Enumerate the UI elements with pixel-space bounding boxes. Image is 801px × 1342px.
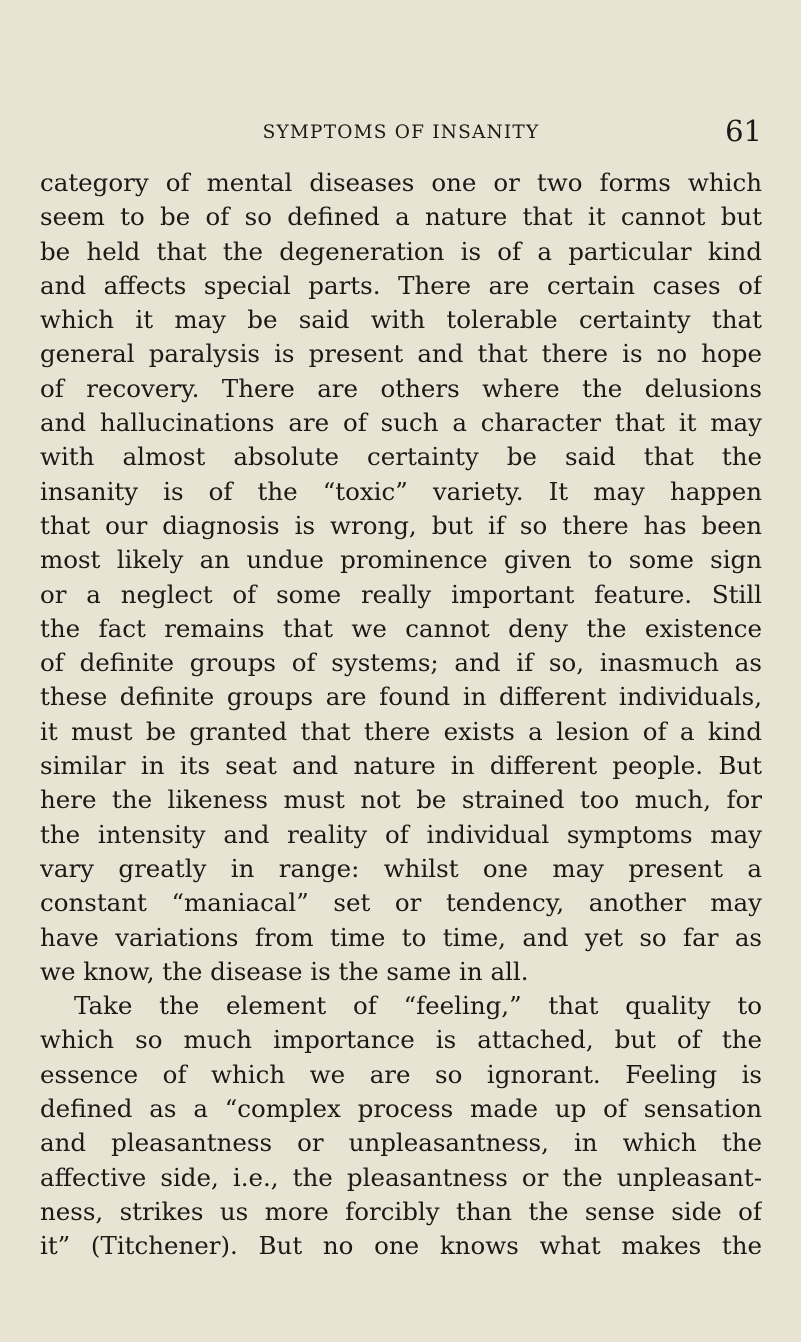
text-line: and pleasantness or unpleasantness, in which the <box>40 1128 762 1158</box>
text-line: category of mental diseases one or two forms which <box>40 168 762 197</box>
text-line: or a neglect of some really important feature. Still <box>40 579 762 609</box>
running-title: SYMPTOMS OF INSANITY <box>262 122 540 143</box>
body-text <box>40 166 762 1264</box>
text-line: seem to be of so defined a nature that it cannot but <box>40 202 762 232</box>
text-line: have variations from time to time, and yet so far as <box>40 922 762 952</box>
text-line: and affects special parts. There are certain cases of <box>40 270 762 300</box>
text-line: essence of which we are so ignorant. Feeling is <box>40 1059 762 1089</box>
text-line: the fact remains that we cannot deny the existence <box>40 613 762 643</box>
page-number: 61 <box>725 114 762 148</box>
text-line: of recovery. There are others where the delusions <box>40 373 762 403</box>
paragraph-start-line: Take the element of “feeling,” that quality to <box>74 991 762 1021</box>
text-line: vary greatly in range: whilst one may present a <box>40 853 762 883</box>
text-line: it” (Titchener). But no one knows what makes the <box>40 1231 762 1261</box>
text-line: with almost absolute certainty be said that the <box>40 442 762 472</box>
text-line: it must be granted that there exists a lesion of a kind <box>40 716 762 746</box>
text-line: similar in its seat and nature in different people. But <box>40 751 762 781</box>
text-line: ness, strikes us more forcibly than the sense side of <box>40 1196 762 1226</box>
text-line: which it may be said with tolerable certainty that <box>40 305 762 335</box>
text-line: affective side, i.e., the pleasantness or the unpleasant- <box>40 1162 762 1192</box>
paragraph-end-line: we know, the disease is the same in all. <box>40 956 529 986</box>
text-line: be held that the degeneration is of a particular kind <box>40 236 762 266</box>
text-line: constant “maniacal” set or tendency, another may <box>40 888 762 918</box>
text-line: insanity is of the “toxic” variety. It may happen <box>40 476 762 506</box>
text-line: most likely an undue prominence given to some sign <box>40 545 762 575</box>
text-line: which so much importance is attached, but of the <box>40 1025 762 1055</box>
text-line: here the likeness must not be strained too much, for <box>40 785 762 815</box>
text-line: these definite groups are found in different individuals, <box>40 682 762 712</box>
running-head <box>40 116 762 150</box>
text-line: and hallucinations are of such a character that it may <box>40 408 762 438</box>
text-line: general paralysis is present and that there is no hope <box>40 339 762 369</box>
text-line: of definite groups of systems; and if so, inasmuch as <box>40 648 762 678</box>
text-line: that our diagnosis is wrong, but if so there has been <box>40 510 762 540</box>
text-line: defined as a “complex process made up of sensation <box>40 1094 762 1124</box>
text-line: the intensity and reality of individual symptoms may <box>40 819 762 849</box>
